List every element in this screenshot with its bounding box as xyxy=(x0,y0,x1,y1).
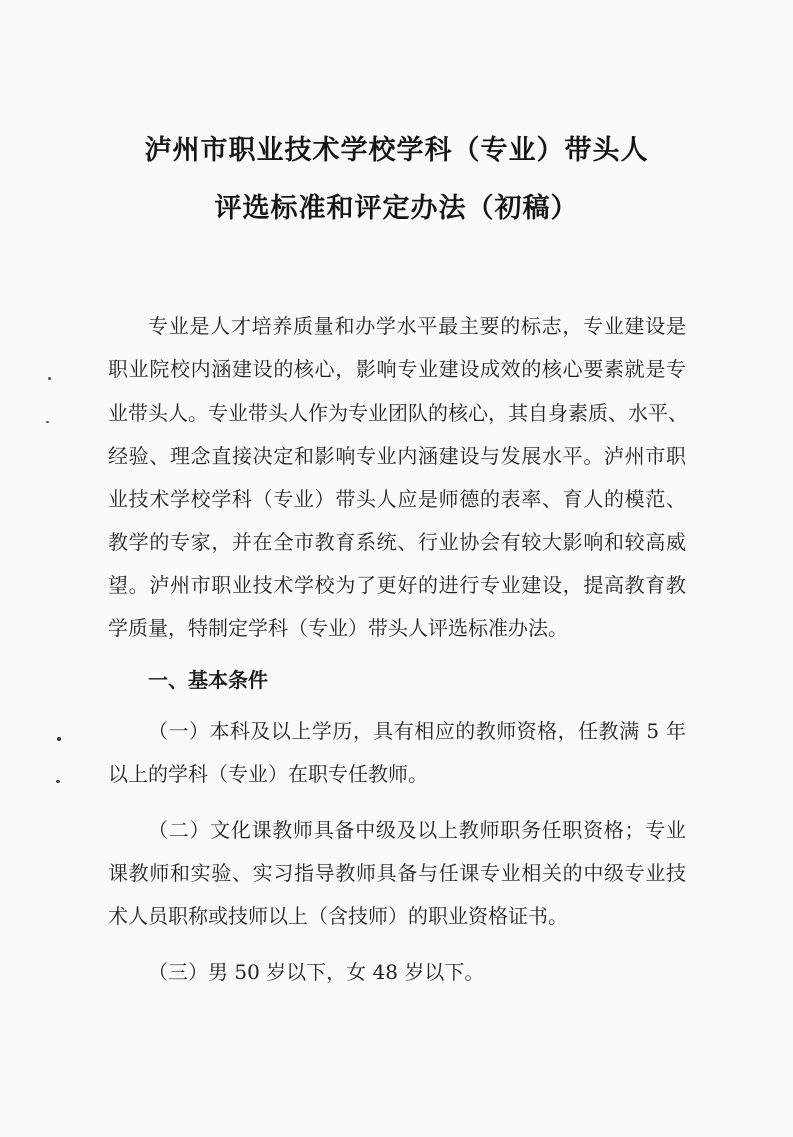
scan-speck xyxy=(46,421,49,423)
section-heading: 一、基本条件 xyxy=(148,668,268,692)
intro-line: 专业是人才培养质量和办学水平最主要的标志，专业建设是 xyxy=(148,314,686,338)
document-title-line-1: 泸州市职业技术学校学科（专业）带头人 xyxy=(144,135,649,166)
intro-line: 业带头人。专业带头人作为专业团队的核心，其自身素质、水平、 xyxy=(108,401,688,425)
scan-speck xyxy=(56,780,60,783)
scan-speck xyxy=(57,737,61,741)
intro-line: 教学的专家，并在全市教育系统、行业协会有较大影响和较高威 xyxy=(108,530,686,554)
item-2-line: （二）文化课教师具备中级及以上教师职务任职资格；专业 xyxy=(148,818,686,842)
item-2-line: 课教师和实验、实习指导教师具备与任课专业相关的中级专业技 xyxy=(108,861,686,885)
scan-speck xyxy=(48,377,51,380)
intro-line: 经验、理念直接决定和影响专业内涵建设与发展水平。泸州市职 xyxy=(108,444,686,468)
item-3-line: （三）男 50 岁以下，女 48 岁以下。 xyxy=(148,960,485,984)
intro-line: 望。泸州市职业技术学校为了更好的进行专业建设，提高教育教 xyxy=(108,573,686,597)
item-1-line: （一）本科及以上学历，具有相应的教师资格，任教满 5 年 xyxy=(148,719,686,743)
item-1-line: 以上的学科（专业）在职专任教师。 xyxy=(108,762,428,786)
intro-line: 业技术学校学科（专业）带头人应是师德的表率、育人的模范、 xyxy=(108,487,686,511)
item-2-line: 术人员职称或技师以上（含技师）的职业资格证书。 xyxy=(108,904,568,928)
document-title-line-2: 评选标准和评定办法（初稿） xyxy=(214,193,579,224)
intro-line: 职业院校内涵建设的核心，影响专业建设成效的核心要素就是专 xyxy=(108,357,686,381)
intro-line: 学质量，特制定学科（专业）带头人评选标准办法。 xyxy=(108,616,568,640)
